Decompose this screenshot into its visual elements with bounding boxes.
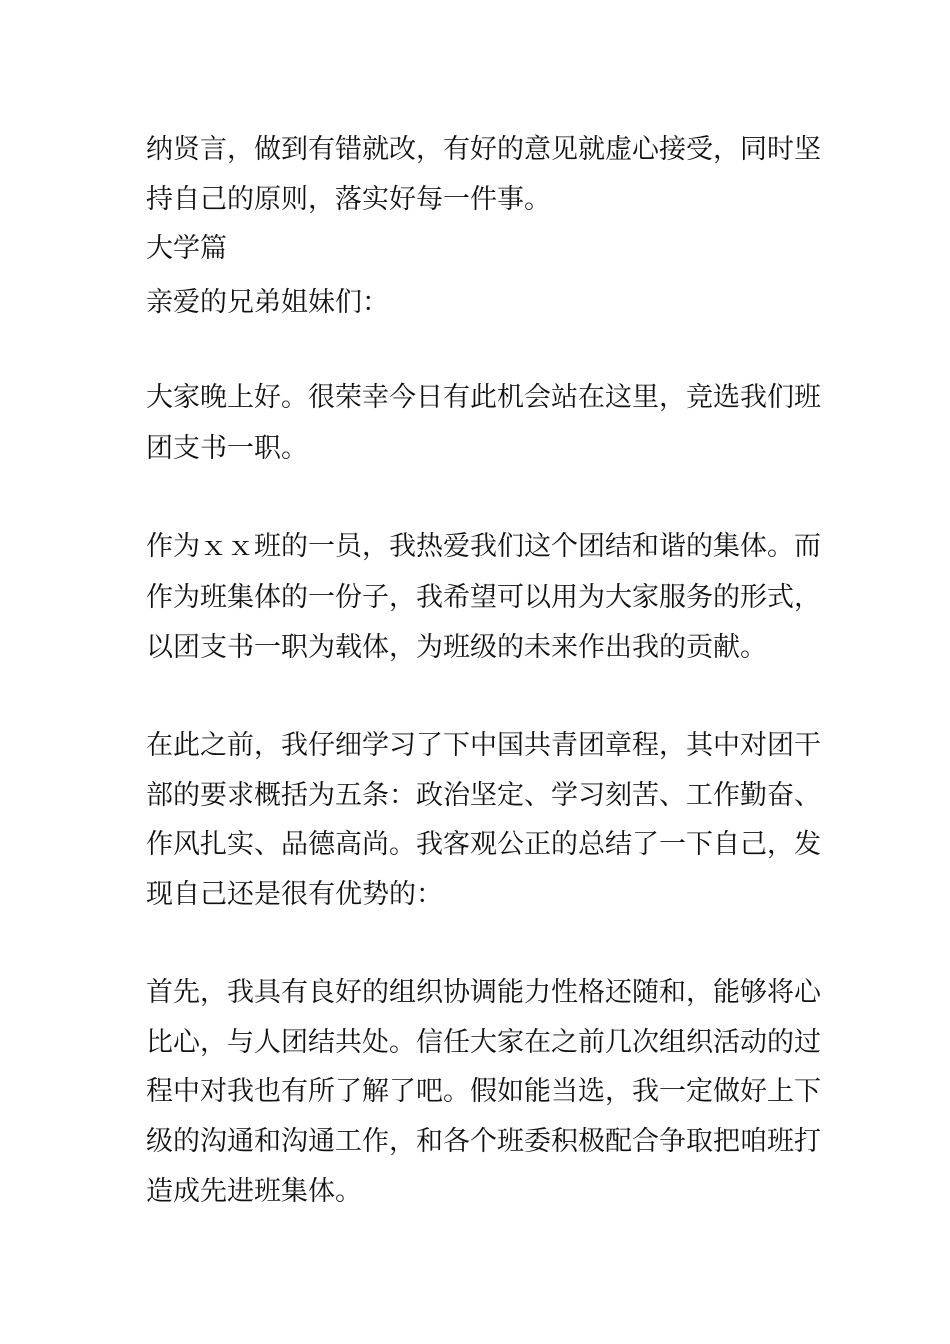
- text-line: 亲爱的兄弟姐妹们：: [146, 287, 389, 318]
- text-line: 程中对我也有所了解了吧。假如能当选，我一定做好上下: [146, 1076, 821, 1107]
- text-line: 作为班集体的一份子，我希望可以用为大家服务的形式，: [146, 582, 821, 613]
- text-line: 以团支书一职为载体，为班级的未来作出我的贡献。: [146, 632, 767, 663]
- text-line: 现自己还是很有优势的：: [146, 879, 443, 910]
- text-line: 比心，与人团结共处。信任大家在之前几次组织活动的过: [146, 1027, 821, 1058]
- text-line: 大学篇: [146, 233, 227, 264]
- text-line: 造成先进班集体。: [146, 1176, 362, 1207]
- text-line: 持自己的原则，落实好每一件事。: [146, 184, 551, 215]
- text-line: 部的要求概括为五条：政治坚定、学习刻苦、工作勤奋、: [146, 780, 821, 811]
- text-line: 纳贤言，做到有错就改，有好的意见就虚心接受，同时坚: [146, 134, 821, 165]
- text-line: 团支书一职。: [146, 433, 308, 464]
- text-line: 首先，我具有良好的组织协调能力性格还随和，能够将心: [146, 977, 821, 1008]
- text-line: 大家晚上好。很荣幸今日有此机会站在这里，竞选我们班: [146, 382, 821, 413]
- text-line: 在此之前，我仔细学习了下中国共青团章程，其中对团干: [146, 730, 821, 761]
- text-line: 作为ｘｘ班的一员，我热爱我们这个团结和谐的集体。而: [146, 531, 821, 562]
- text-line: 作风扎实、品德高尚。我客观公正的总结了一下自己，发: [146, 829, 821, 860]
- text-line: 级的沟通和沟通工作，和各个班委积极配合争取把咱班打: [146, 1126, 821, 1157]
